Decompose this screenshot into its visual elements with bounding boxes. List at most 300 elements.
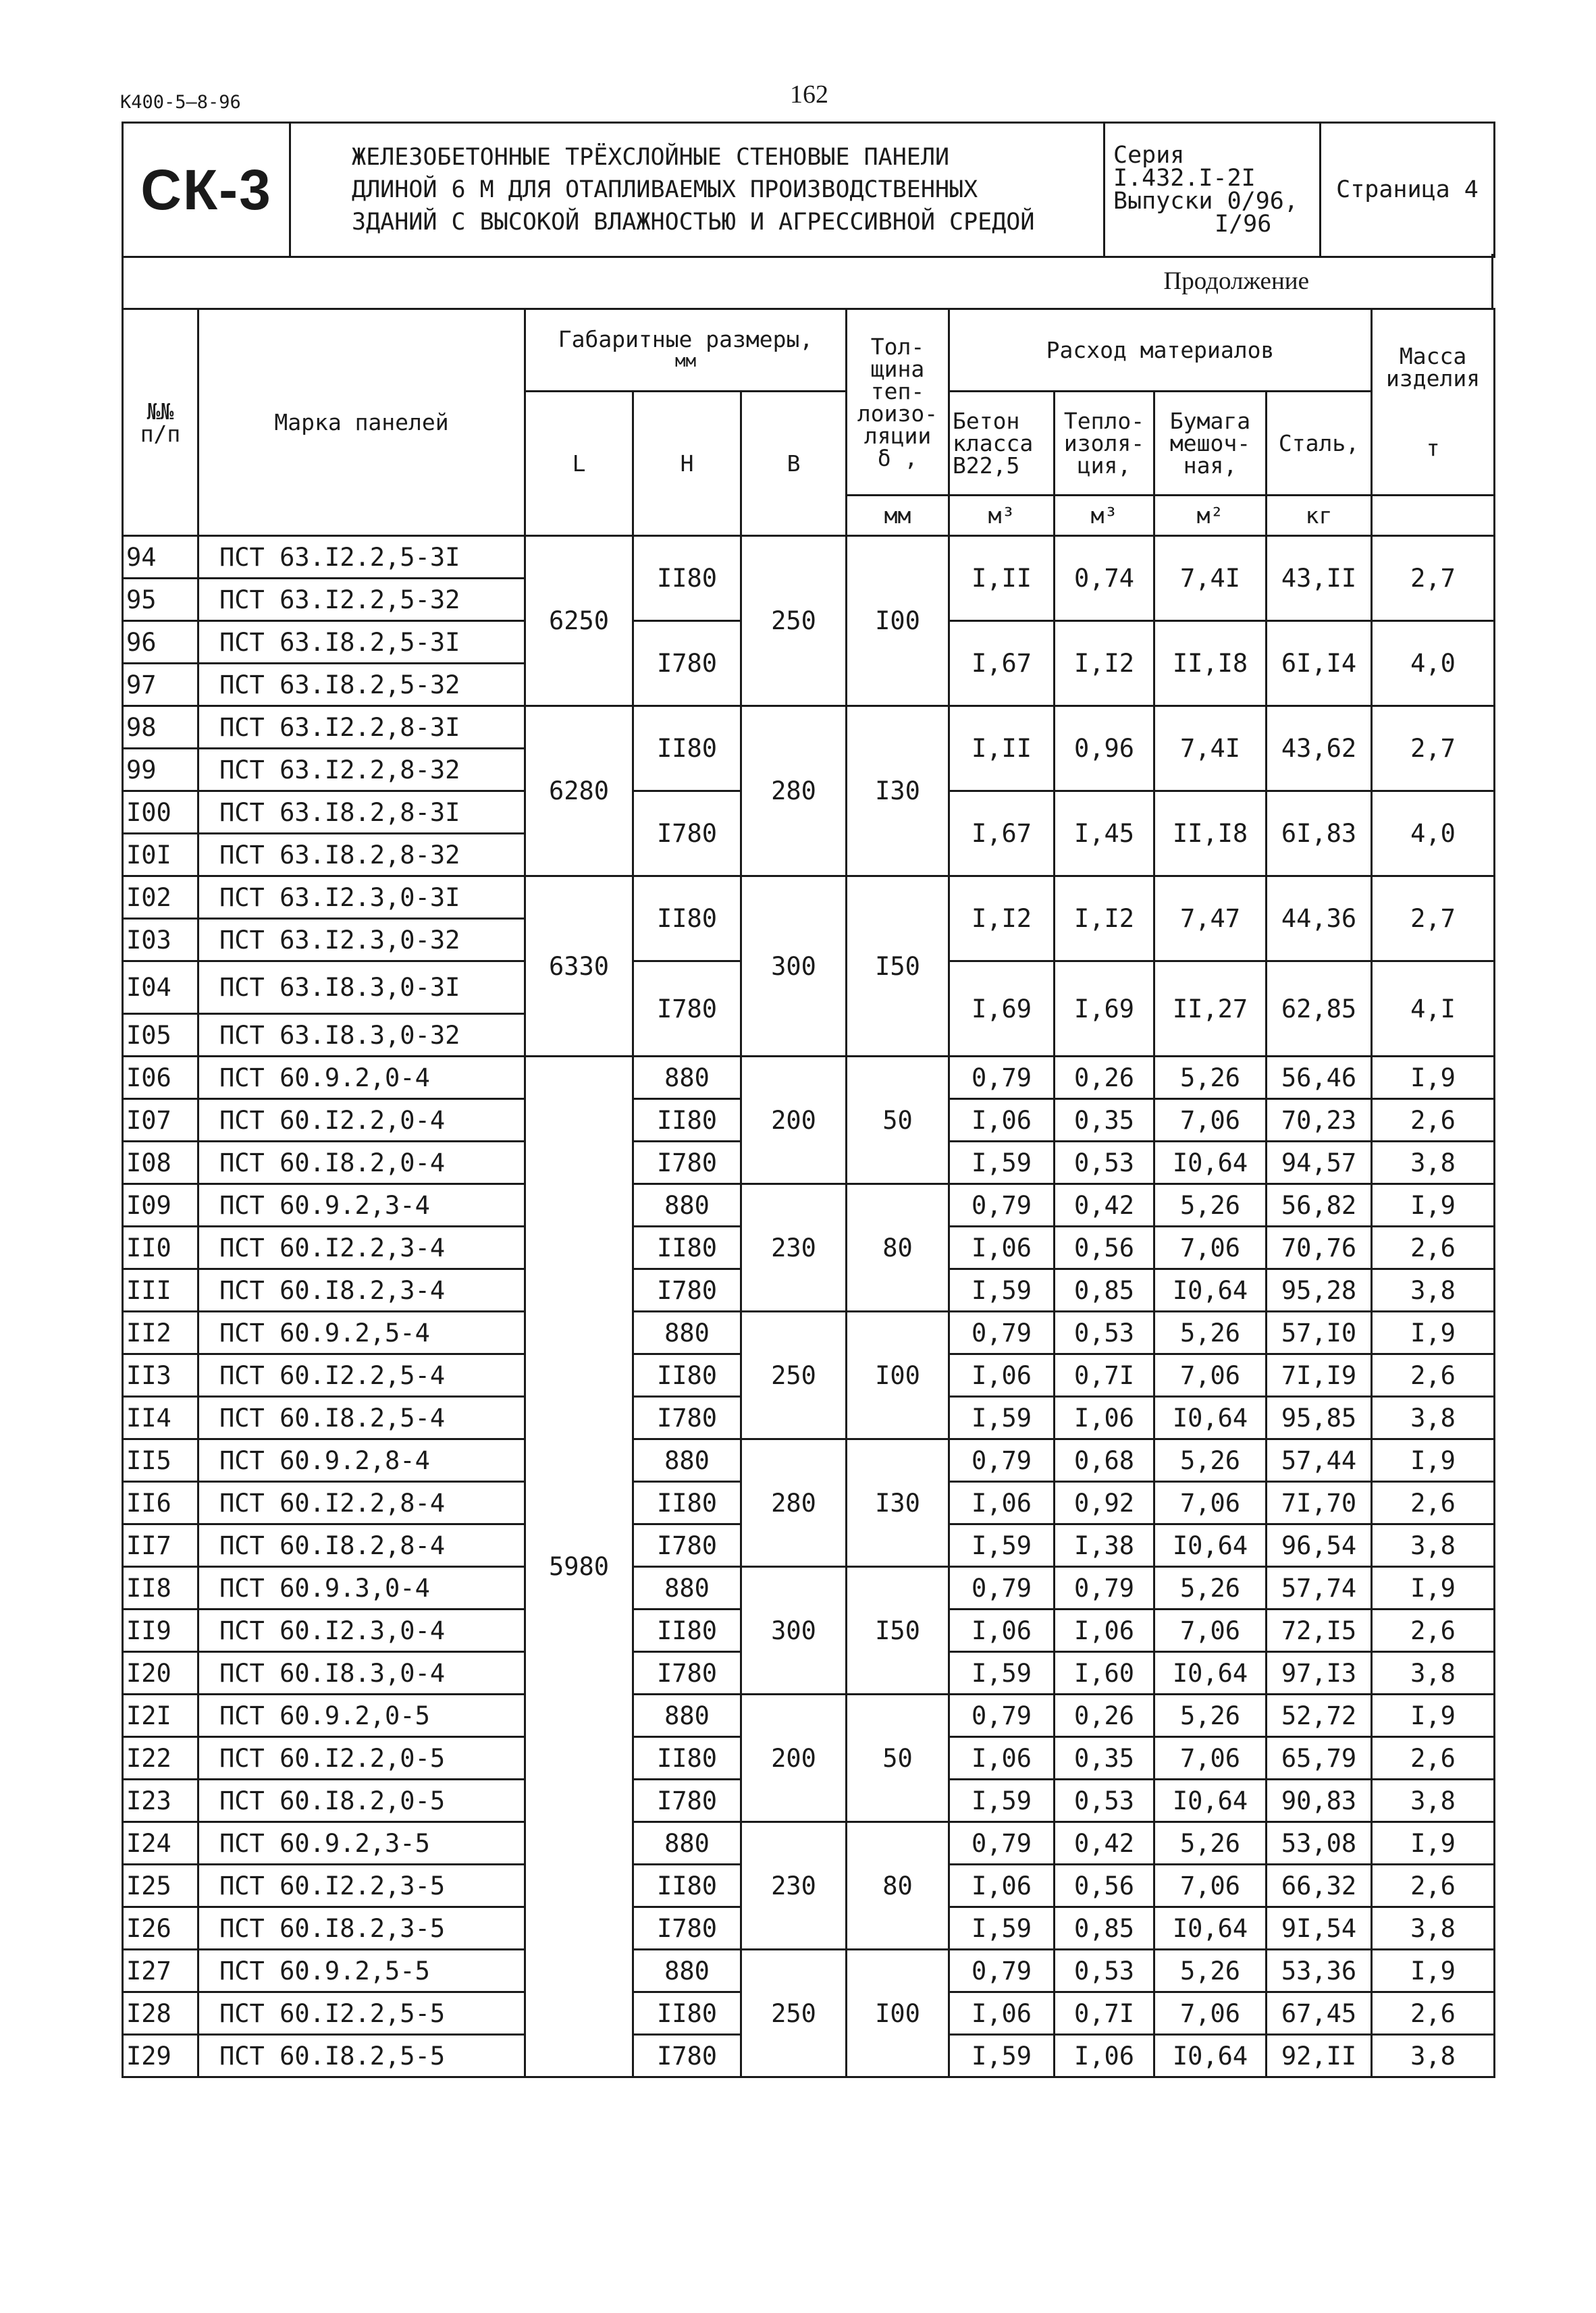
cell-concrete: I,06 [949,1099,1055,1142]
cell-H: I780 [633,961,741,1057]
cell-mark: ПСТ 60.9.2,3-4 [198,1184,525,1227]
cell-mark: ПСТ 63.I2.2,8-3I [198,706,525,749]
cell-steel: 65,79 [1267,1737,1372,1780]
cell-num: I29 [123,2035,198,2077]
cell-thickness: I00 [847,1312,949,1439]
cell-mark: ПСТ 63.I8.2,5-3I [198,621,525,664]
cell-paper: II,I8 [1154,621,1267,706]
cell-H: II80 [633,1227,741,1269]
cell-mark: ПСТ 63.I8.2,5-32 [198,664,525,706]
cell-paper: 7,4I [1154,706,1267,791]
cell-concrete: I,06 [949,1227,1055,1269]
series-line: Серия [1113,142,1185,169]
cell-H: II80 [633,536,741,621]
cell-thickness: I50 [847,876,949,1057]
series-line: I/96 [1215,211,1272,238]
cell-insulation: I,06 [1055,1610,1154,1652]
cell-H: II80 [633,706,741,791]
cell-paper: 7,06 [1154,1482,1267,1524]
cell-num: II8 [123,1567,198,1610]
cell-B: 300 [741,876,847,1057]
mass-unit: т [1426,435,1440,461]
cell-concrete: I,69 [949,961,1055,1057]
cell-mass: 3,8 [1372,1652,1495,1695]
col-thickness-header: Тол- щина теп- лоизо- ляции δ , [847,309,949,496]
cell-L: 6280 [525,706,633,876]
cell-thickness: 50 [847,1057,949,1184]
cell-mark: ПСТ 60.I8.2,3-4 [198,1269,525,1312]
series-info [1105,123,1321,257]
cell-insulation: 0,56 [1055,1227,1154,1269]
col-B-header: В [741,392,847,536]
cell-mark: ПСТ 60.I2.2,0-5 [198,1737,525,1780]
cell-mass: 2,7 [1372,706,1495,791]
cell-steel: 6I,83 [1267,791,1372,876]
cell-steel: 53,36 [1267,1950,1372,1992]
cell-insulation: 0,26 [1055,1695,1154,1737]
cell-thickness: 50 [847,1695,949,1822]
cell-paper: I0,64 [1154,1907,1267,1950]
cell-mark: ПСТ 60.I8.2,8-4 [198,1524,525,1567]
cell-L: 6330 [525,876,633,1057]
cell-num: I04 [123,961,198,1014]
cell-mark: ПСТ 60.9.2,5-5 [198,1950,525,1992]
cell-num: I2I [123,1695,198,1737]
cell-steel: 43,62 [1267,706,1372,791]
cell-mark: ПСТ 60.I2.2,8-4 [198,1482,525,1524]
col-insulation-header: Тепло- изоля- ция, [1055,392,1154,496]
cell-thickness: I00 [847,1950,949,2077]
cell-mark: ПСТ 60.I8.3,0-4 [198,1652,525,1695]
cell-mass: I,9 [1372,1567,1495,1610]
cell-mass: 2,7 [1372,536,1495,621]
cell-H: II80 [633,1482,741,1524]
cell-num: I08 [123,1142,198,1184]
cell-concrete: 0,79 [949,1950,1055,1992]
cell-H: II80 [633,1737,741,1780]
cell-mass: 2,6 [1372,1099,1495,1142]
cell-insulation: 0,42 [1055,1184,1154,1227]
materials-table [122,308,1495,2078]
cell-mark: ПСТ 60.I2.3,0-4 [198,1610,525,1652]
cell-num: I07 [123,1099,198,1142]
cell-insulation: 0,92 [1055,1482,1154,1524]
cell-mark: ПСТ 60.9.3,0-4 [198,1567,525,1610]
cell-concrete: I,I2 [949,876,1055,961]
cell-num: I26 [123,1907,198,1950]
title-line: ЗДАНИЙ С ВЫСОКОЙ ВЛАЖНОСТЬЮ И АГРЕССИВНОЙ СРЕДОЙ [352,209,1035,236]
cell-H: II80 [633,1865,741,1907]
cell-mark: ПСТ 63.I8.2,8-32 [198,834,525,876]
cell-paper: 5,26 [1154,1822,1267,1865]
cell-mass: I,9 [1372,1950,1495,1992]
cell-mass: 3,8 [1372,1142,1495,1184]
cell-steel: 44,36 [1267,876,1372,961]
cell-H: I780 [633,1269,741,1312]
cell-num: 99 [123,749,198,791]
cell-insulation: I,06 [1055,1397,1154,1439]
cell-concrete: I,59 [949,1907,1055,1950]
cell-paper: 5,26 [1154,1950,1267,1992]
cell-insulation: I,06 [1055,2035,1154,2077]
cell-H: I780 [633,1652,741,1695]
cell-insulation: I,69 [1055,961,1154,1057]
title-line: ЖЕЛЕЗОБЕТОННЫЕ ТРЁХСЛОЙНЫЕ СТЕНОВЫЕ ПАНЕЛИ [352,144,950,171]
cell-B: 300 [741,1567,847,1695]
cell-num: 95 [123,579,198,621]
cell-concrete: 0,79 [949,1057,1055,1099]
cell-thickness: I00 [847,536,949,706]
cell-thickness: 80 [847,1822,949,1950]
cell-insulation: 0,26 [1055,1057,1154,1099]
cell-mass: 4,0 [1372,621,1495,706]
cell-num: I23 [123,1780,198,1822]
table-row [123,876,1495,919]
cell-mass: 3,8 [1372,1524,1495,1567]
page-number: 162 [790,80,828,109]
col-mark-header: Марка панелей [198,309,525,536]
cell-steel: 97,I3 [1267,1652,1372,1695]
cell-num: I00 [123,791,198,834]
cell-num: II9 [123,1610,198,1652]
cell-mark: ПСТ 60.I8.2,3-5 [198,1907,525,1950]
cell-concrete: I,06 [949,1354,1055,1397]
cell-paper: I0,64 [1154,2035,1267,2077]
col-L-header: L [525,392,633,536]
cell-insulation: I,I2 [1055,621,1154,706]
cell-mark: ПСТ 60.I2.2,5-4 [198,1354,525,1397]
cell-steel: 57,I0 [1267,1312,1372,1354]
cell-H: I780 [633,621,741,706]
cell-H: I780 [633,1524,741,1567]
cell-insulation: 0,7I [1055,1992,1154,2035]
cell-mark: ПСТ 63.I2.2,5-3I [198,536,525,579]
cell-H: 880 [633,1950,741,1992]
cell-mark: ПСТ 60.I2.2,5-5 [198,1992,525,2035]
table-row [123,706,1495,749]
cell-H: 880 [633,1439,741,1482]
cell-num: I28 [123,1992,198,2035]
cell-steel: 53,08 [1267,1822,1372,1865]
cell-insulation: 0,35 [1055,1737,1154,1780]
cell-num: II0 [123,1227,198,1269]
cell-concrete: I,59 [949,2035,1055,2077]
cell-num: I09 [123,1184,198,1227]
table-row [123,1822,1495,1865]
cell-mark: ПСТ 63.I8.2,8-3I [198,791,525,834]
cell-concrete: I,59 [949,1652,1055,1695]
cell-concrete: I,06 [949,1482,1055,1524]
table-row [123,1695,1495,1737]
table-row [123,1439,1495,1482]
table-row [123,1950,1495,1992]
cell-H: 880 [633,1695,741,1737]
cell-steel: 70,76 [1267,1227,1372,1269]
cell-paper: 7,06 [1154,1354,1267,1397]
cell-mark: ПСТ 60.9.2,5-4 [198,1312,525,1354]
cell-concrete: I,06 [949,1737,1055,1780]
cell-mass: 3,8 [1372,1907,1495,1950]
cell-H: II80 [633,876,741,961]
cell-paper: 7,06 [1154,1865,1267,1907]
cell-mass: 4,0 [1372,791,1495,876]
mass-label: Масса изделия [1385,343,1481,392]
cell-num: II3 [123,1354,198,1397]
cell-insulation: 0,68 [1055,1439,1154,1482]
steel-unit: кг [1267,496,1372,536]
cell-steel: 43,II [1267,536,1372,621]
cell-insulation: 0,74 [1055,536,1154,621]
title-line: ДЛИНОЙ 6 М ДЛЯ ОТАПЛИВАЕМЫХ ПРОИЗВОДСТВЕННЫХ [352,176,978,203]
cell-paper: I0,64 [1154,1142,1267,1184]
cell-mass: 2,6 [1372,1737,1495,1780]
cell-paper: 7,47 [1154,876,1267,961]
cell-num: I25 [123,1865,198,1907]
sheet-code: СК-3 [123,123,290,257]
cell-L: 5980 [525,1057,633,2077]
cell-concrete: 0,79 [949,1439,1055,1482]
cell-concrete: I,59 [949,1269,1055,1312]
cell-paper: 7,06 [1154,1737,1267,1780]
table-row [123,1567,1495,1610]
continuation-row [122,254,1493,310]
cell-steel: 6I,I4 [1267,621,1372,706]
cell-paper: II,27 [1154,961,1267,1057]
document-code: К400-5—8-96 [120,92,241,113]
cell-mass: I,9 [1372,1312,1495,1354]
cell-mark: ПСТ 60.I2.2,0-4 [198,1099,525,1142]
cell-mark: ПСТ 63.I2.3,0-3I [198,876,525,919]
cell-mass: I,9 [1372,1439,1495,1482]
cell-H: 880 [633,1822,741,1865]
cell-mass: 3,8 [1372,1397,1495,1439]
cell-num: I05 [123,1014,198,1057]
cell-mark: ПСТ 63.I2.2,5-32 [198,579,525,621]
cell-B: 200 [741,1057,847,1184]
cell-concrete: 0,79 [949,1822,1055,1865]
cell-thickness: 80 [847,1184,949,1312]
col-concrete-header: Бетон класса В22,5 [949,392,1055,496]
cell-H: II80 [633,1992,741,2035]
cell-H: I780 [633,1142,741,1184]
cell-L: 6250 [525,536,633,706]
cell-insulation: 0,53 [1055,1780,1154,1822]
cell-thickness: I30 [847,706,949,876]
cell-paper: 7,06 [1154,1610,1267,1652]
cell-concrete: I,59 [949,1780,1055,1822]
cell-num: II2 [123,1312,198,1354]
cell-mass: I,9 [1372,1822,1495,1865]
cell-concrete: I,II [949,536,1055,621]
cell-concrete: I,67 [949,791,1055,876]
thickness-unit: мм [847,496,949,536]
cell-insulation: 0,42 [1055,1822,1154,1865]
cell-H: II80 [633,1610,741,1652]
cell-num: II4 [123,1397,198,1439]
cell-H: 880 [633,1057,741,1099]
cell-steel: 95,28 [1267,1269,1372,1312]
cell-num: I0I [123,834,198,876]
cell-mass: I,9 [1372,1695,1495,1737]
cell-steel: 90,83 [1267,1780,1372,1822]
cell-mark: ПСТ 60.I8.2,0-5 [198,1780,525,1822]
cell-insulation: I,45 [1055,791,1154,876]
cell-B: 280 [741,1439,847,1567]
cell-insulation: 0,79 [1055,1567,1154,1610]
cell-mark: ПСТ 60.I8.2,0-4 [198,1142,525,1184]
cell-B: 280 [741,706,847,876]
cell-mark: ПСТ 60.I8.2,5-4 [198,1397,525,1439]
cell-num: 98 [123,706,198,749]
cell-H: I780 [633,1780,741,1822]
cell-H: II80 [633,1099,741,1142]
cell-steel: 96,54 [1267,1524,1372,1567]
cell-H: 880 [633,1184,741,1227]
cell-mass: 3,8 [1372,1780,1495,1822]
cell-mark: ПСТ 60.9.2,0-5 [198,1695,525,1737]
cell-steel: 7I,70 [1267,1482,1372,1524]
table-row [123,1184,1495,1227]
cell-num: I24 [123,1822,198,1865]
cell-paper: 5,26 [1154,1312,1267,1354]
cell-mark: ПСТ 63.I8.3,0-32 [198,1014,525,1057]
cell-mass: 2,6 [1372,1227,1495,1269]
cell-paper: I0,64 [1154,1269,1267,1312]
col-paper-header: Бумага мешоч- ная, [1154,392,1267,496]
paper-unit: м² [1154,496,1267,536]
cell-num: 96 [123,621,198,664]
cell-mass: 2,6 [1372,1992,1495,2035]
cell-H: I780 [633,1907,741,1950]
cell-num: I02 [123,876,198,919]
cell-paper: II,I8 [1154,791,1267,876]
cell-insulation: 0,53 [1055,1312,1154,1354]
cell-B: 230 [741,1822,847,1950]
cell-insulation: 0,53 [1055,1950,1154,1992]
cell-num: I20 [123,1652,198,1695]
cell-steel: 92,II [1267,2035,1372,2077]
cell-insulation: I,I2 [1055,876,1154,961]
cell-thickness: I30 [847,1439,949,1567]
cell-concrete: I,06 [949,1865,1055,1907]
cell-mass: 2,7 [1372,876,1495,961]
cell-steel: 9I,54 [1267,1907,1372,1950]
mass-unit-spacer [1372,496,1495,536]
cell-H: II80 [633,1354,741,1397]
title-block [122,122,1495,258]
col-steel-header: Сталь, [1267,392,1372,496]
series-line: Выпуски 0/96, [1113,188,1298,215]
cell-mark: ПСТ 60.9.2,0-4 [198,1057,525,1099]
concrete-unit: м³ [949,496,1055,536]
cell-steel: 67,45 [1267,1992,1372,2035]
cell-steel: 72,I5 [1267,1610,1372,1652]
cell-mark: ПСТ 63.I8.3,0-3I [198,961,525,1014]
cell-insulation: 0,96 [1055,706,1154,791]
cell-num: I27 [123,1950,198,1992]
cell-B: 200 [741,1695,847,1822]
cell-paper: I0,64 [1154,1652,1267,1695]
continuation-label: Продолжение [123,254,1493,309]
cell-num: I22 [123,1737,198,1780]
table-row [123,1312,1495,1354]
series-line: I.432.I-2I [1113,165,1256,192]
cell-concrete: 0,79 [949,1695,1055,1737]
cell-num: III [123,1269,198,1312]
sheet-page-label: Страница 4 [1321,123,1495,257]
cell-H: 880 [633,1312,741,1354]
cell-steel: 95,85 [1267,1397,1372,1439]
cell-steel: 7I,I9 [1267,1354,1372,1397]
cell-steel: 52,72 [1267,1695,1372,1737]
cell-steel: 57,44 [1267,1439,1372,1482]
cell-num: I03 [123,919,198,961]
cell-insulation: 0,56 [1055,1865,1154,1907]
cell-mass: 2,6 [1372,1354,1495,1397]
table-row [123,1057,1495,1099]
cell-num: II5 [123,1439,198,1482]
cell-paper: I0,64 [1154,1780,1267,1822]
cell-concrete: I,59 [949,1524,1055,1567]
cell-concrete: 0,79 [949,1312,1055,1354]
cell-steel: 56,46 [1267,1057,1372,1099]
cell-paper: 5,26 [1154,1439,1267,1482]
cell-mass: 4,I [1372,961,1495,1057]
cell-steel: 56,82 [1267,1184,1372,1227]
cell-B: 250 [741,536,847,706]
cell-mark: ПСТ 60.I2.2,3-4 [198,1227,525,1269]
cell-steel: 66,32 [1267,1865,1372,1907]
cell-concrete: I,06 [949,1992,1055,2035]
cell-num: II7 [123,1524,198,1567]
col-num-header: №№ п/п [123,309,198,536]
cell-paper: 5,26 [1154,1057,1267,1099]
cell-mass: 2,6 [1372,1610,1495,1652]
cell-paper: 7,4I [1154,536,1267,621]
cell-paper: 7,06 [1154,1099,1267,1142]
cell-concrete: I,67 [949,621,1055,706]
cell-H: I780 [633,2035,741,2077]
cell-mark: ПСТ 63.I2.3,0-32 [198,919,525,961]
cell-num: I06 [123,1057,198,1099]
cell-paper: 5,26 [1154,1695,1267,1737]
cell-paper: 5,26 [1154,1567,1267,1610]
cell-mark: ПСТ 63.I2.2,8-32 [198,749,525,791]
cell-concrete: I,06 [949,1610,1055,1652]
col-dims-header [525,309,847,392]
cell-mark: ПСТ 60.9.2,3-5 [198,1822,525,1865]
cell-paper: I0,64 [1154,1397,1267,1439]
dims-unit: мм [674,350,697,371]
cell-insulation: 0,7I [1055,1354,1154,1397]
cell-concrete: I,59 [949,1142,1055,1184]
cell-paper: 5,26 [1154,1184,1267,1227]
cell-num: 97 [123,664,198,706]
cell-insulation: 0,85 [1055,1269,1154,1312]
cell-B: 230 [741,1184,847,1312]
table-body [123,536,1495,2077]
cell-B: 250 [741,1950,847,2077]
insulation-unit: м³ [1055,496,1154,536]
cell-steel: 70,23 [1267,1099,1372,1142]
cell-mass: 2,6 [1372,1865,1495,1907]
cell-concrete: 0,79 [949,1567,1055,1610]
cell-H: 880 [633,1567,741,1610]
cell-concrete: I,59 [949,1397,1055,1439]
cell-insulation: I,38 [1055,1524,1154,1567]
cell-steel: 57,74 [1267,1567,1372,1610]
cell-num: II6 [123,1482,198,1524]
